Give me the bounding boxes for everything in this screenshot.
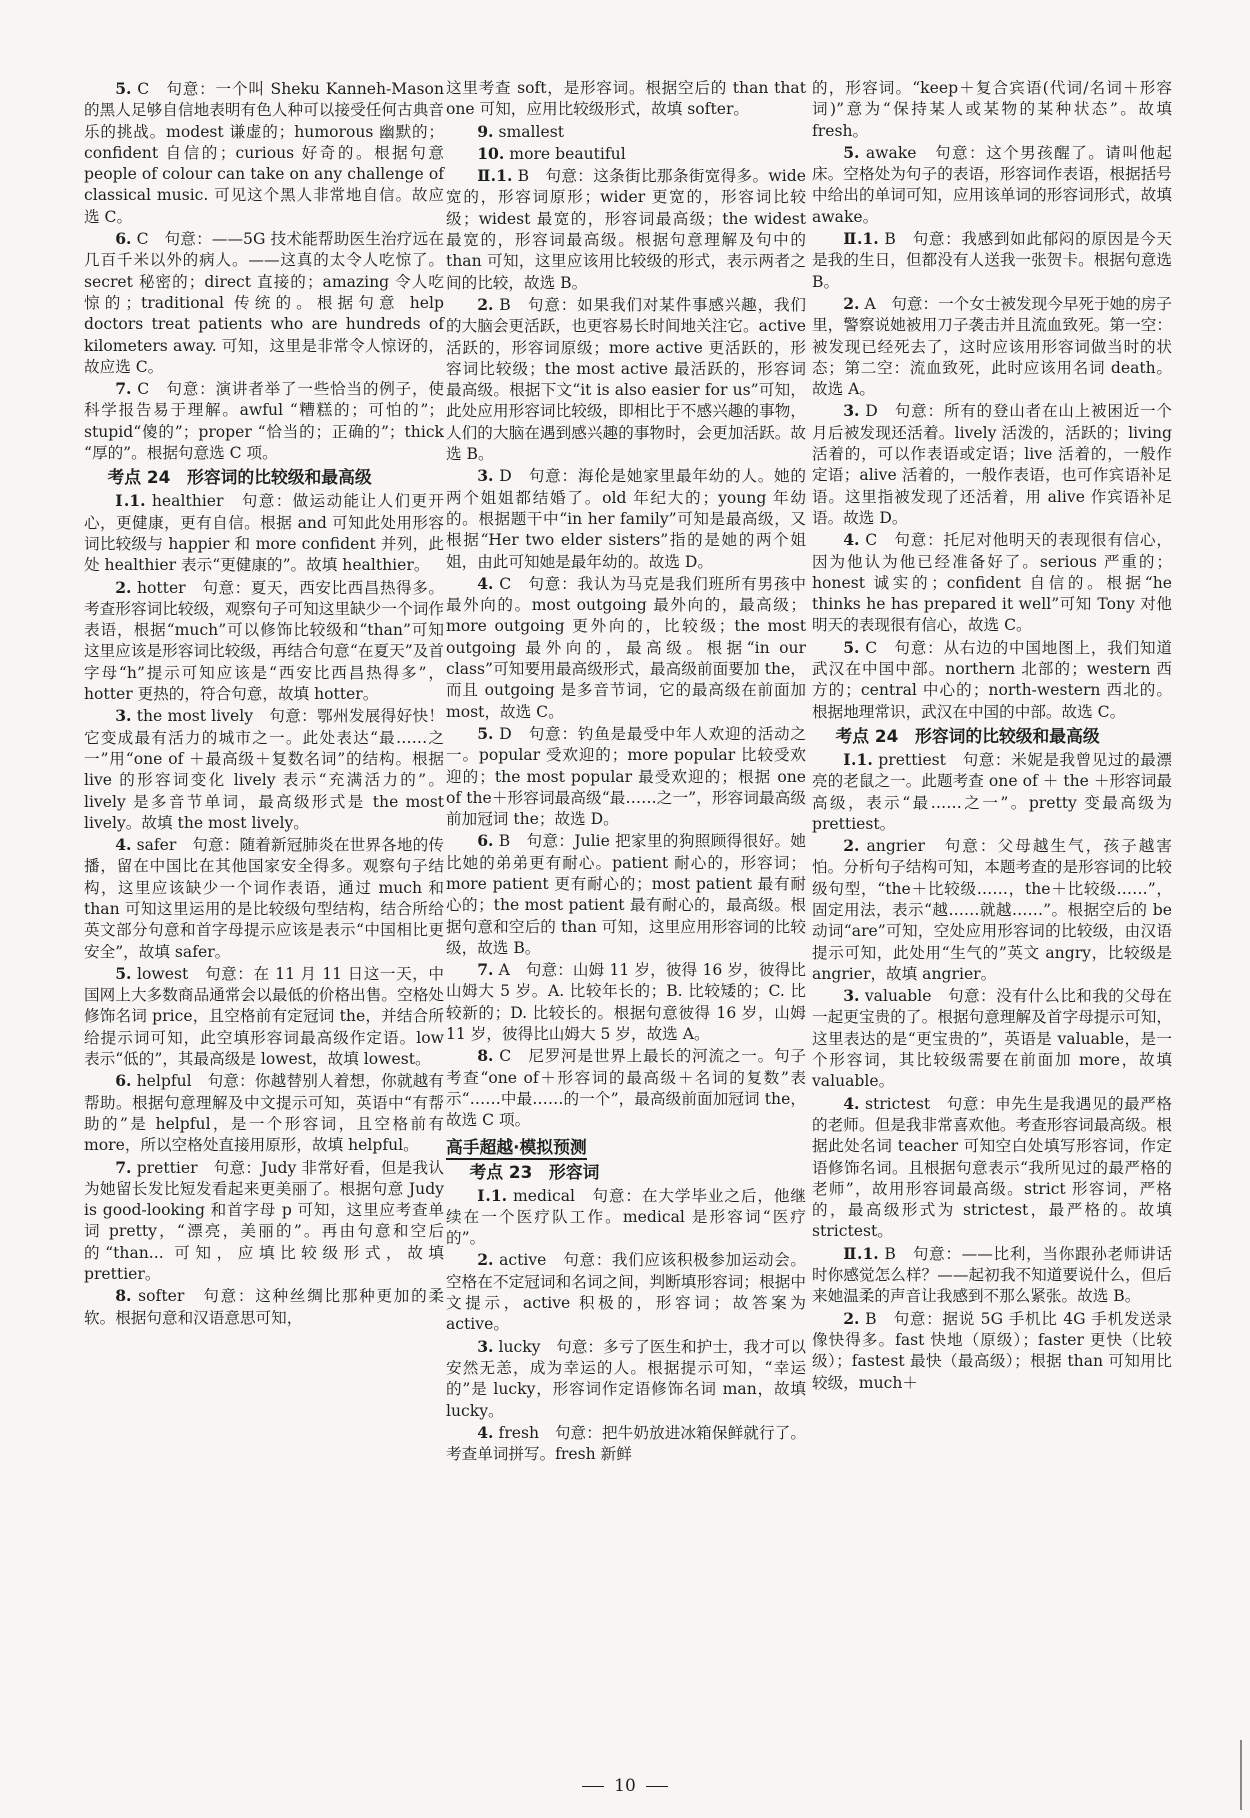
item-number: 8.	[477, 1046, 494, 1066]
column-middle	[446, 78, 806, 1465]
item-number: 4.	[843, 530, 860, 550]
section-heading: 考点 24 形容词的比较级和最高级	[835, 725, 1100, 746]
answer-entry	[84, 1157, 444, 1286]
item-number: 4.	[477, 1422, 494, 1442]
item-number: 3.	[115, 706, 132, 726]
answer-text: 的，形容词。“keep＋复合宾语(代词/名词＋形容词)”意为“保持某人或某物的某种状态”。故填 fresh。	[812, 79, 1172, 140]
item-number: Ⅱ.1.	[843, 229, 879, 249]
answer-text: awake 句意：这个男孩醒了。请叫他起床。空格处为句子的表语，形容词作表语，根据括号中给出的单词可知，应用该单词的形容词形式，故填 awake。	[812, 143, 1172, 226]
answer-text: B 句意：这条街比那条街宽得多。wide 宽的，形容词原形；wider 更宽的，形容词比较级；widest 最宽的，形容词最高级；the widest 最宽的，形容词最高级。根据句意理解及句中的 than 可知，这里应该用比较级的形式，表示两者之间的比较，故选 B。	[446, 167, 806, 292]
item-number: 3.	[843, 986, 860, 1006]
item-number: Ⅰ.1.	[477, 1185, 508, 1205]
answer-entry	[812, 228, 1172, 293]
item-number: 6.	[115, 1071, 132, 1091]
answer-text: lucky 句意：多亏了医生和护士，我才可以安然无恙，成为幸运的人。根据提示可知，“幸运的”是 lucky，形容词作定语修饰名词 man，故填 lucky。	[446, 1337, 806, 1420]
item-number: Ⅰ.1.	[843, 749, 873, 769]
item-number: 3.	[477, 466, 494, 486]
answer-entry	[812, 529, 1172, 636]
answer-entry	[446, 959, 806, 1045]
answer-entry	[84, 378, 444, 464]
page-number	[0, 1776, 1250, 1796]
item-number: Ⅱ.1.	[843, 1243, 879, 1263]
answer-entry	[84, 228, 444, 378]
part-heading	[446, 1135, 806, 1159]
answer-text: hotter 句意：夏天，西安比西昌热得多。考查形容词比较级，观察句子可知这里缺少一个词作表语，根据“much”可以修饰比较级和“than”可知这里应该是形容词比较级，再结合句意“在夏天”及首字母“h”提示可知应该是“西安比西昌热得多”，hotter 更热的，符合句意，故填 hotter。	[84, 578, 444, 704]
item-number: 2.	[477, 294, 494, 314]
answer-entry	[446, 294, 806, 465]
item-number: 2.	[843, 1308, 860, 1328]
answer-entry	[84, 490, 444, 576]
answer-entry	[84, 577, 444, 706]
answer-entry	[446, 573, 806, 723]
column-right	[812, 78, 1172, 1394]
answer-text: fresh 句意：把牛奶放进冰箱保鲜就行了。考查单词拼写。fresh 新鲜	[446, 1423, 806, 1464]
answer-entry	[84, 834, 444, 963]
answer-text: B 句意：我感到如此郁闷的原因是今天是我的生日，但都没有人送我一张贺卡。根据句意选 B。	[812, 230, 1172, 291]
section-heading: 考点 24 形容词的比较级和最高级	[107, 467, 372, 488]
answer-text: B 句意：——比利，当你跟孙老师讲话时你感觉怎么样？——起初我不知道要说什么，但后来她温柔的声音让我感到不那么紧张。故选 B。	[812, 1244, 1172, 1306]
answer-entry	[446, 1249, 806, 1335]
answer-entry	[812, 78, 1172, 142]
answer-entry	[446, 1185, 806, 1250]
answer-text: A 句意：一个女士被发现今早死于她的房子里，警察说她被用刀子袭击并且流血致死。第一空：被发现已经死去了，这时应该用形容词做当时的状态；第二空：流血致死，此时应该用名词 death。故选 A。	[812, 294, 1172, 399]
answer-entry	[84, 1285, 444, 1329]
answer-text: C 尼罗河是世界上最长的河流之一。句子考查“one of＋形容词的最高级＋名词的复数”表示“……中最……的一个”，最高级前面加冠词 the，故选 C 项。	[446, 1047, 806, 1130]
answer-entry	[446, 723, 806, 830]
scan-edge-mark	[1240, 1740, 1242, 1810]
answer-entry	[812, 637, 1172, 723]
item-number: 3.	[477, 1336, 494, 1356]
answer-entry	[446, 465, 806, 572]
answer-entry	[84, 78, 444, 228]
answer-text: helpful 句意：你越替别人着想，你就越有帮助。根据句意理解及中文提示可知，英语中“有帮助的”是 helpful，是一个形容词，且空格前有 more，所以空格处直接用原形，故填 helpful。	[84, 1072, 444, 1155]
answer-text: smallest	[498, 122, 564, 141]
answer-text: active 句意：我们应该积极参加运动会。空格在不定冠词和名词之间，判断填形容词；根据中文提示，active 积极的，形容词；故答案为 active。	[446, 1251, 806, 1334]
answer-text: C 句意：我认为马克是我们班所有男孩中最外向的。most outgoing 最外向的，最高级；more outgoing 更外向的，比较级；the most outgoing 最外向的，最高级。根据“in our class”可知要用最高级形式，最高级前面要加 the，而且 outgoing 是多音节词，它的最高级在前面加 most，故选 C。	[446, 574, 806, 721]
answer-entry	[446, 143, 806, 165]
answer-entry	[812, 835, 1172, 985]
answer-entry	[446, 830, 806, 959]
answer-entry	[812, 1243, 1172, 1308]
item-number: 2.	[115, 577, 132, 597]
item-number: 7.	[115, 1157, 132, 1177]
item-number: 5.	[843, 637, 860, 657]
answer-entry	[812, 142, 1172, 228]
answer-text: C 句意：演讲者举了一些恰当的例子，使科学报告易于理解。awful “糟糕的；可怕的”；stupid“傻的”；proper “恰当的；正确的”；thick “厚的”。根据句意选 C 项。	[84, 380, 444, 463]
item-number: 10.	[477, 143, 505, 163]
answer-text: B 句意：Julie 把家里的狗照顾得很好。她比她的弟弟更有耐心。patient 耐心的，形容词；more patient 更有耐心的；most patient 最有耐心的；the most patient 最有耐心的，最高级。根据句意和空后的 than 可知，这里应用形容词的比较级，故选 B。	[446, 832, 806, 957]
item-number: 5.	[477, 723, 494, 743]
answer-text: softer 句意：这种丝绸比那种更加的柔软。根据句意和汉语意思可知，	[84, 1287, 444, 1327]
item-number: 4.	[477, 573, 494, 593]
answer-entry	[812, 985, 1172, 1092]
answer-text: C 句意：——5G 技术能帮助医生治疗远在几百千米以外的病人。——这真的太令人吃惊了。secret 秘密的；direct 直接的；amazing 令人吃惊的；traditional 传统的。根据句意 help doctors treat patients who are hundreds of kilometers away. 可知，这里是非常令人惊讶的，故应选 C。	[84, 230, 444, 376]
item-number: 2.	[843, 293, 860, 313]
answer-text: B 句意：据说 5G 手机比 4G 手机发送录像快得多。fast 快地（原级）；faster 更快（比较级）；fastest 最快（最高级）；根据 than 可知用比较级，much＋	[812, 1309, 1172, 1392]
item-number: 7.	[115, 379, 132, 399]
item-number: 6.	[477, 831, 494, 851]
item-number: 6.	[115, 229, 132, 249]
item-number: 5.	[115, 963, 132, 983]
answer-text: safer 句意：随着新冠肺炎在世界各地的传播，留在中国比在其他国家安全得多。观察句子结构，这里应该缺少一个词作表语，通过 much 和 than 可知这里运用的是比较级句型结构，结合所给英文部分句意和首字母提示应该是表示“中国相比更安全”，故填 safer。	[84, 836, 444, 961]
item-number: 5.	[843, 142, 860, 162]
item-number: 3.	[843, 401, 860, 421]
answer-entry	[84, 963, 444, 1070]
answer-entry	[446, 1336, 806, 1422]
answer-entry	[446, 121, 806, 143]
item-number: 4.	[843, 1093, 860, 1113]
answer-text: D 句意：海伦是她家里最年幼的人。她的两个姐姐都结婚了。old 年纪大的；young 年幼的。根据题干中“in her family”可知是最高级，又根据“Her two elder sisters”指的是她的两个姐姐，由此可知她是最年幼的。故选 D。	[446, 467, 806, 571]
answer-text: D 句意：钓鱼是最受中年人欢迎的活动之一。popular 受欢迎的；more popular 比较受欢迎的；the most popular 最受欢迎的；根据 one of the＋形容词最高级“最……之一”，形容词最高级前加冠词 the；故选 D。	[446, 724, 806, 829]
answer-text: medical 句意：在大学毕业之后，他继续在一个医疗队工作。medical 是形容词“医疗的”。	[446, 1186, 806, 1248]
answer-entry	[446, 1422, 806, 1466]
answer-text: healthier 句意：做运动能让人们更开心，更健康，更有自信。根据 and 可知此处用形容词比较级与 happier 和 more confident 并列，此处 healthier 表示“更健康的”。故填 healthier。	[84, 492, 444, 575]
answer-entry	[446, 1045, 806, 1131]
answer-text: 这里考查 soft，是形容词。根据空后的 than that one 可知，应用比较级形式，故填 softer。	[446, 79, 806, 119]
page-number-text: 10	[614, 1776, 636, 1796]
answer-text: prettiest 句意：米妮是我曾见过的最漂亮的老鼠之一。此题考查 one of ＋ the ＋形容词最高级，表示“最……之一”。pretty 变最高级为 prettiest。	[812, 750, 1172, 833]
answer-text: C 句意：从右边的中国地图上，我们知道武汉在中国中部。northern 北部的；western 西方的；central 中心的；north-western 西北的。根据地理常识，武汉在中国的中部。故选 C。	[812, 638, 1172, 721]
answer-text: C 句意：托尼对他明天的表现很有信心，因为他认为他已经准备好了。serious 严重的；honest 诚实的；confident 自信的。根据“he thinks he has prepared it well”可知 Tony 对他明天的表现很有信心，故选 C。	[812, 531, 1172, 635]
answer-entry	[84, 1070, 444, 1156]
answer-text: more beautiful	[509, 144, 626, 163]
answer-text: A 句意：山姆 11 岁，彼得 16 岁，彼得比山姆大 5 岁。A. 比较年长的；B. 比较矮的；C. 比较新的；D. 比较长的。根据句意彼得 16 岁，山姆 11 岁，彼得比山姆大 5 岁，故选 A。	[446, 961, 806, 1044]
answer-entry	[84, 705, 444, 834]
answer-entry	[446, 165, 806, 294]
answer-text: C 句意：一个叫 Sheku Kanneh-Mason 的黑人足够自信地表明有色人种可以接受任何古典音乐的挑战。modest 谦虚的；humorous 幽默的；confident 自信的；curious 好奇的。根据句意 people of colour can take on any challenge of classical music. 可见这个黑人非常地自信。故应选 C。	[84, 80, 444, 226]
section-heading: 考点 23 形容词	[469, 1161, 600, 1182]
answer-text: B 句意：如果我们对某件事感兴趣，我们的大脑会更活跃，也更容易长时间地关注它。active 活跃的，形容词原级；more active 更活跃的，形容词比较级；the most active 最活跃的，形容词最高级。根据下文“it is also easier for us”可知，此处应用形容词比较级，即相比于不感兴趣的事物，人们的大脑在遇到感兴趣的事物时，会更加活跃。故选 B。	[446, 295, 806, 464]
answer-entry	[812, 400, 1172, 529]
answer-text: angrier 句意：父母越生气，孩子越害怕。分析句子结构可知，本题考查的是形容词的比较级句型，“the＋比较级……，the＋比较级……”，固定用法，表示“越……就越……”。根据空后的 be 动词“are”可知，空处应用形容词的比较级，由汉语提示可知，此处用“生气的”英文 angry，比较级是 angrier，故填 angrier。	[812, 837, 1172, 983]
item-number: Ⅱ.1.	[477, 166, 513, 186]
item-number: 9.	[477, 121, 494, 141]
answer-text: lowest 句意：在 11 月 11 日这一天，中国网上大多数商品通常会以最低的价格出售。空格处修饰名词 price，且空格前有定冠词 the，并结合所给提示词可知，此空填形容词最高级作定语。low 表示“低的”，其最高级是 lowest，故填 lowest。	[84, 964, 444, 1069]
answer-entry	[812, 1308, 1172, 1394]
part-heading-text: 高手超越·模拟预测	[446, 1137, 587, 1160]
answer-entry	[812, 1093, 1172, 1243]
answer-text: the most lively 句意：鄂州发展得好快！它变成最有活力的城市之一。此处表达“最……之一”用“one of ＋最高级＋复数名词”的结构。根据 live 的形容词变化 lively 表示“充满活力的”。lively 是多音节单词，最高级形式是 the most lively。故填 the most lively。	[84, 707, 444, 832]
answer-text: prettier 句意：Judy 非常好看，但是我认为她留长发比短发看起来更美丽了。根据句意 Judy is good-looking 和首字母 p 可知，这里应考查单词 pretty，“漂亮，美丽的”。再由句意和空后的“than... 可知，应填比较级形式，故填 prettier。	[84, 1158, 444, 1284]
answer-entry	[812, 749, 1172, 835]
item-number: 7.	[477, 960, 494, 980]
folio-dash-left	[582, 1786, 604, 1787]
item-number: 2.	[843, 836, 860, 856]
item-number: Ⅰ.1.	[115, 491, 146, 511]
item-number: 2.	[477, 1250, 494, 1270]
item-number: 4.	[115, 835, 132, 855]
answer-entry	[446, 78, 806, 121]
answer-text: valuable 句意：没有什么比和我的父母在一起更宝贵的了。根据句意理解及首字母提示可知，这里表达的是“更宝贵的”，英语是 valuable，是一个形容词，其比较级需要在前面加 more，故填 valuable。	[812, 987, 1172, 1091]
item-number: 8.	[115, 1286, 132, 1306]
column-left	[84, 78, 444, 1329]
folio-dash-right	[646, 1786, 668, 1787]
answer-text: strictest 句意：申先生是我遇见的最严格的老师。但是我非常喜欢他。考查形容词最高级。根据此处名词 teacher 可知空白处填写形容词，作定语修饰名词。且根据句意表示“我所见过的最严格的老师”，故用形容词最高级。strict 形容词，严格的，最高级形式为 strictest，最严格的。故填 strictest。	[812, 1094, 1172, 1241]
answer-entry	[812, 293, 1172, 400]
answer-text: D 句意：所有的登山者在山上被困近一个月后被发现还活着。lively 活泼的，活跃的；living 活着的，可以作表语或定语；live 活着的，一般作定语；alive 活着的，一般作表语，也可作宾语补足语。这里指被发现了还活着，用 alive 作宾语补足语。故选 D。	[812, 402, 1172, 527]
item-number: 5.	[115, 79, 132, 98]
